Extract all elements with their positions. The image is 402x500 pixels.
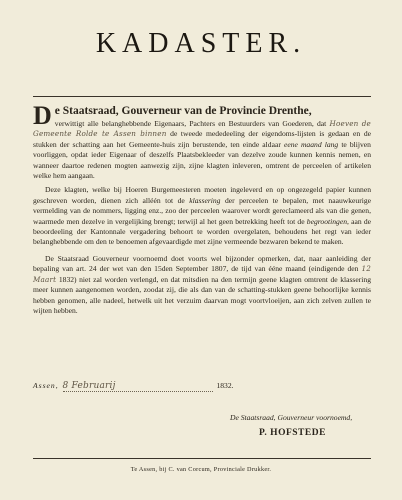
document-title: KADASTER. (95, 28, 307, 59)
signature-title: De Staatsraad, Gouverneur voornoemd, (230, 413, 353, 422)
paragraph-2-part-3: , aan de beoordeeling der Kantonnale vergadering behoort te worden overgelaten, behoudens het regt van ieder belanghebbende om den te benoemen afgevaardigde met zijne vermeende bezwaren bekend te maken. (33, 216, 371, 247)
paragraph-3 (33, 254, 371, 316)
printer-imprint: Te Assen, bij C. van Corcum, Provinciale Drukker. (130, 466, 272, 473)
handwritten-place-date: 8 Februarij (62, 381, 116, 391)
handwritten-entry-2: de Gemeente Rolde te Assen binnen (33, 119, 371, 139)
paragraph-3-part-1: De Staatsraad Gouverneur voornoemd doet voorts wel bijzonder opmerken, dat, naar aanleiding der bepaling van art. 24 der wet van den 15den September 1807, de tijd van ééne maand (eindigende den (33, 253, 371, 274)
paragraph-1-rest: te blijven voorliggen, opdat ieder Eigenaar of deszelfs Plaatsbekleeder van dezelve zoude kunnen kennis nemen, en wanneer daartoe redenen mogten aanwezig zijn, zijne klagten inleveren, omtrent de perceelen of artikelen welke hem aangaan. (33, 139, 371, 181)
paragraph-1-italic: eene maand lang (283, 139, 339, 149)
notice-body (33, 101, 371, 322)
issuer-heading: e Staatsraad, Gouverneur van de Provincie Drenthe, (54, 105, 312, 117)
paragraph-2-italic-1: klassering (189, 195, 221, 205)
paragraph-2-italic-2: begrootingen (306, 216, 348, 226)
paragraph-3-part-2: ) niet zal worden verlengd, en dat mitsdien na den termijn geene klagten omtrent de klassering meer kunnen aangenomen worden, zoodat zij, die als dan van de schatting-stukken geene behoorlijke kennis hebben genomen, alle nadeel, hetwelk uit het verzuim daarvan mogt voortvloeijen, aan zich zelven zullen te wijten hebben. (33, 274, 371, 315)
dropcap-letter: D (33, 101, 52, 130)
paragraph-2-part-2: der perceelen te bepalen, met naauwkeurige vermelding van de nommers, ligging enz., zoo der perceelen waarover wordt gereclameerd als van die genen, waarmede men dezelve in vergelijking brengt; terwijl al het geen betrekking heeft tot de (33, 195, 371, 226)
paragraph-3-year: 1832 (58, 274, 75, 284)
paragraph-2 (33, 185, 371, 247)
place-year: 1832. (216, 381, 234, 390)
handwritten-date: 12 Maart (33, 264, 371, 284)
place-dotted-line (63, 381, 213, 392)
place-date-line (33, 381, 371, 392)
paragraph-2-part-1: Deze klagten, welke bij Hoeren Burgemeesteren moeten ingeleverd en op ongezegeld papier kunnen geschreven worden, dienen zich alléén tot de (33, 185, 371, 205)
intro-block (33, 101, 371, 181)
bottom-rule (33, 458, 371, 459)
handwritten-entry-1: Hoeven (329, 119, 359, 128)
paragraph-1-before: verwittigt alle belanghebbende Eigenaars, Pachters en Bestuurders van Goederen, dat (54, 119, 327, 128)
signature-name: P. HOFSTEDE (259, 428, 326, 438)
paragraph-1-after: de tweede mededeeling der eigendoms-lijsten is gedaan en de stukken der schatting aan het Gemeente-huis zijn berustende, ten einde aldaar (33, 129, 371, 149)
top-rule (33, 96, 371, 97)
place-city: Assen, (33, 381, 59, 390)
